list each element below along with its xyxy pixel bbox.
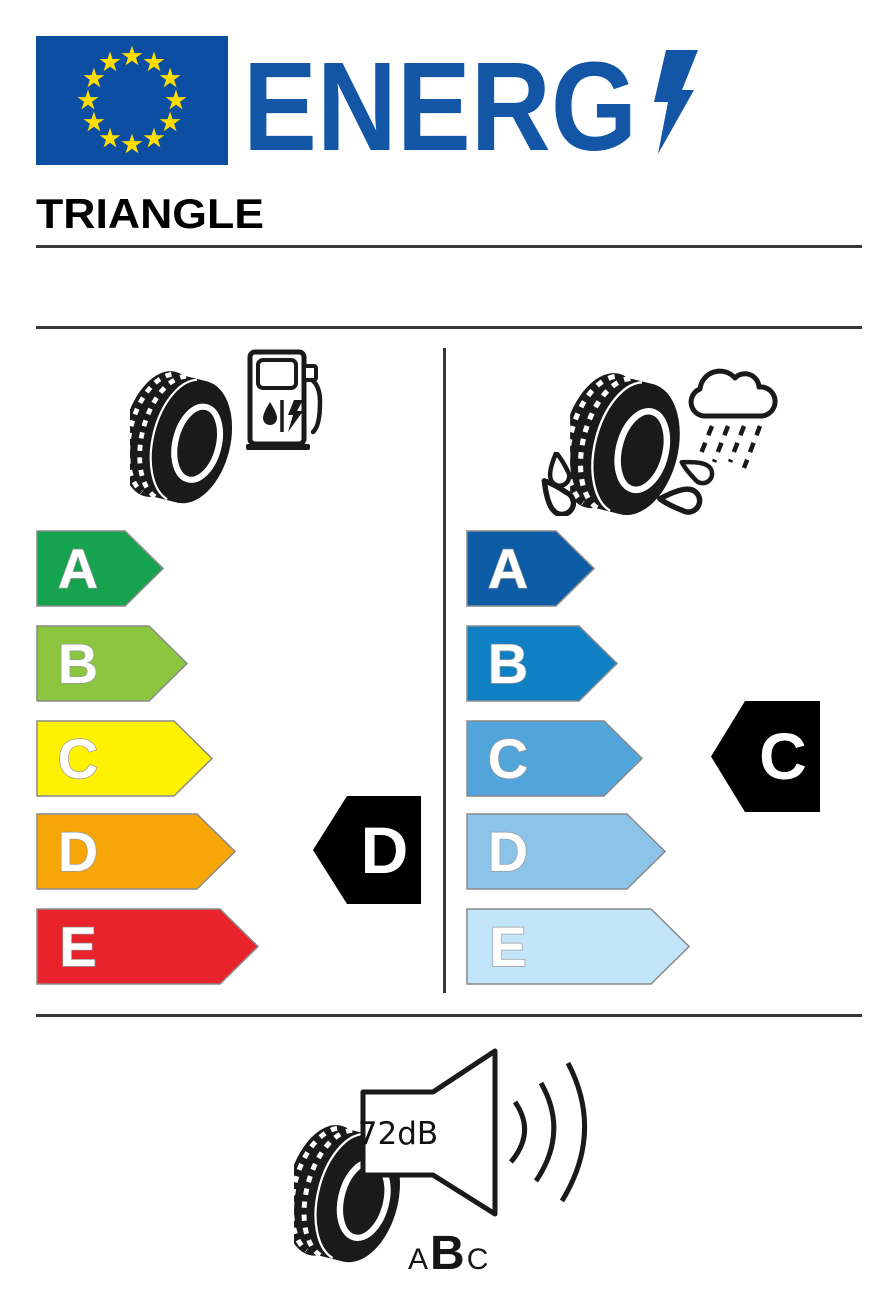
fuel-class-arrow-d	[36, 813, 236, 890]
brand-name	[36, 192, 336, 236]
section-divider	[443, 348, 446, 993]
fuel-rating-letter: D	[360, 813, 409, 887]
sound-waves-icon	[511, 1063, 585, 1201]
class-letter: C	[487, 727, 529, 790]
splash-drops-icon	[538, 452, 718, 516]
eu-flag	[36, 36, 228, 165]
fuel-class-arrow-c	[36, 720, 213, 797]
noise-value: 72dB	[357, 1116, 439, 1152]
class-letter: A	[487, 537, 529, 600]
svg-text:TRIANGLE: TRIANGLE	[36, 192, 264, 236]
class-letter: E	[489, 915, 527, 978]
energ-logo	[243, 40, 663, 160]
separator-line-top	[36, 245, 862, 248]
fuel-rating-pointer	[312, 795, 422, 905]
wet-rating-pointer	[710, 700, 821, 813]
loudspeaker-icon	[356, 1044, 616, 1224]
wet-class-arrow-e	[466, 908, 690, 985]
fuel-class-arrow-b	[36, 625, 188, 702]
class-letter: B	[57, 632, 99, 695]
fuel-class-arrow-a	[36, 530, 164, 607]
separator-line-noise	[36, 1014, 862, 1017]
class-letter: D	[487, 820, 529, 883]
class-letter: B	[487, 632, 529, 695]
fuel-class-arrow-e	[36, 908, 259, 985]
class-letter: E	[59, 915, 97, 978]
noise-class-c: C	[466, 1243, 489, 1276]
noise-class-scale	[408, 1226, 488, 1281]
class-letter: A	[57, 537, 99, 600]
separator-line-sections	[36, 326, 862, 329]
wet-class-arrow-c	[466, 720, 643, 797]
noise-class-b: B	[430, 1227, 465, 1280]
wet-class-arrow-a	[466, 530, 595, 607]
wet-class-arrow-b	[466, 625, 618, 702]
fuel-tyre-icon	[130, 370, 234, 509]
noise-class-a: A	[408, 1243, 429, 1276]
wet-class-arrow-d	[466, 813, 666, 890]
wet-rating-letter: C	[759, 719, 807, 793]
energ-logo-text: ENERG	[243, 40, 637, 160]
class-letter: C	[57, 727, 99, 790]
fuel-pump-icon	[246, 348, 326, 454]
lightning-icon	[652, 50, 698, 154]
class-letter: D	[57, 820, 99, 883]
